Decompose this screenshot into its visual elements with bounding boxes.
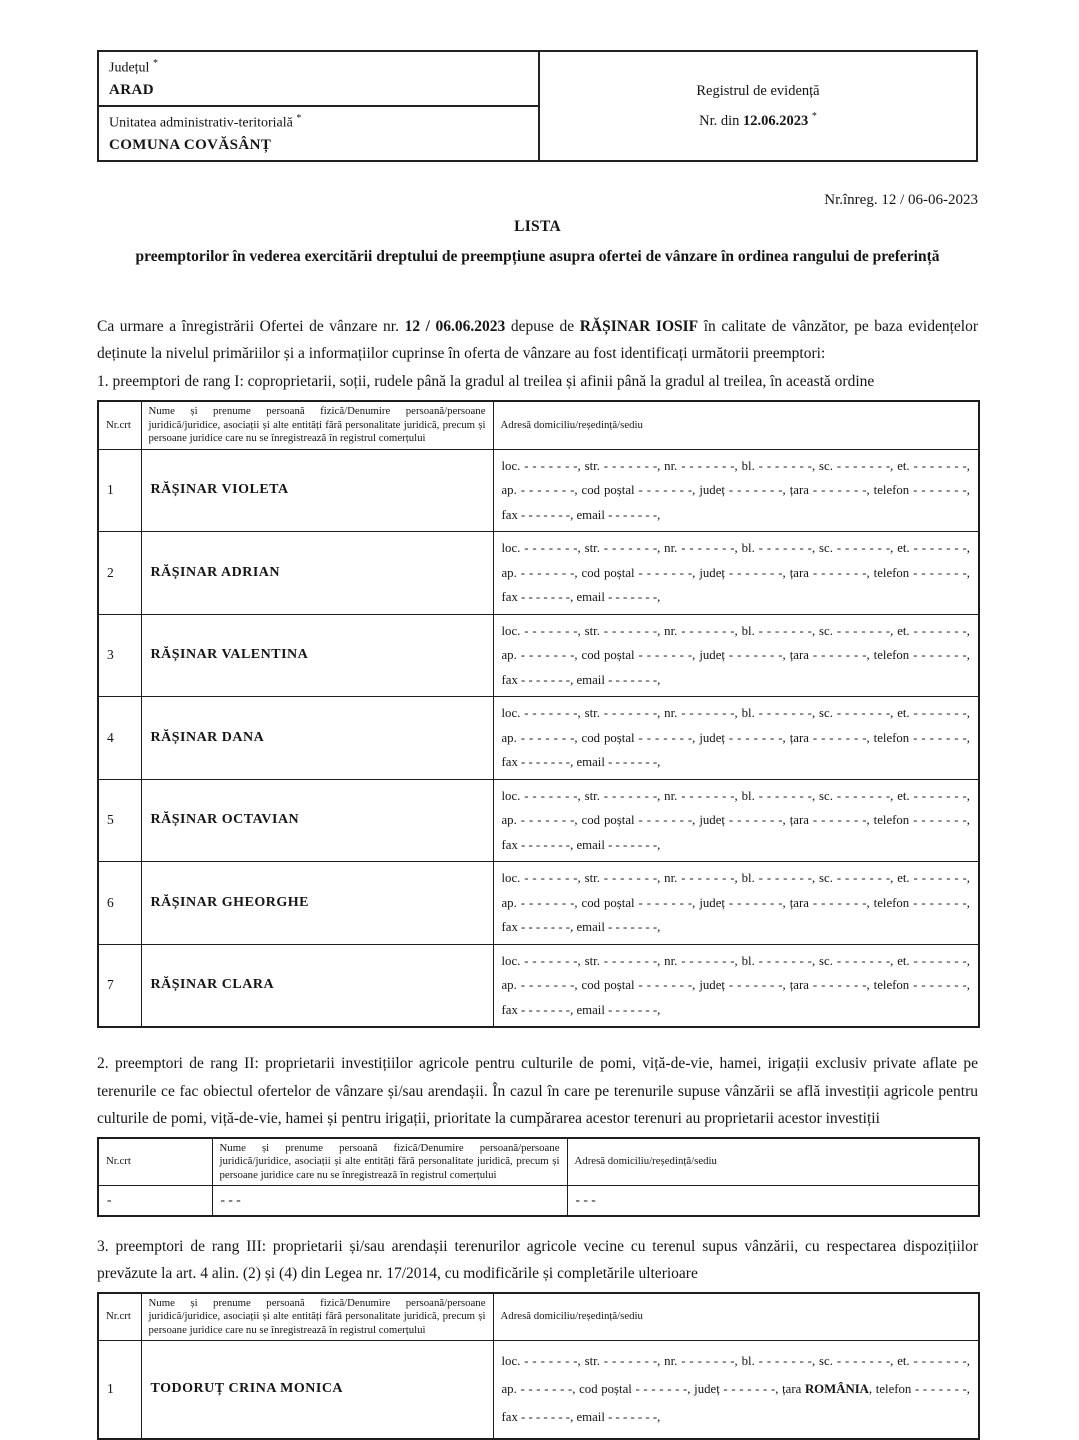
uat-box — [97, 105, 540, 162]
table-row — [98, 449, 979, 532]
rank2-intro: 2. preemptori de rang II: proprietarii investițiilor agricole pentru culturile de pomi, viță-de-vie, hamei, irigații exclusiv private aflate pe terenurile ce fac obiectul ofertelor de vânzare și/sau arendașii. În cazul în care pe terenurile supuse vânzării se află investiții agricole pentru culturile de pomi, viță-de-vie, hamei și pentru irigații, prioritate la cumpărarea acestor terenuri au proprietarii acestor investiții — [97, 1055, 978, 1127]
rank1-intro: 1. preemptori de rang I: coproprietarii, soții, rudele până la gradul al treilea și afinii până la gradul al treilea, în această ordine — [97, 372, 875, 390]
header-address: Adresă domiciliu/reședință/sediu — [493, 1293, 979, 1341]
row-number-cell: 5 — [98, 779, 141, 862]
address-cell: loc. - - - - - - -, str. - - - - - - -, nr. - - - - - - -, bl. - - - - - - -, sc. - - - - - - -, et. - - - - - - -, ap. - - - - - - -, cod poștal - - - - - - -, județ - - - - - - -, țara - - - - - - -, telefon - - - - - - -, fax - - - - - - -, email - - - - - - -, — [493, 449, 979, 532]
rank1-table — [97, 400, 980, 1028]
asterisk-mark: * — [152, 58, 158, 69]
uat-label: Unitatea administrativ-teritorială * — [109, 113, 302, 131]
uat-value: COMUNA COVĂSÂNȚ — [109, 136, 272, 153]
header — [97, 0, 978, 162]
rank3-table — [97, 1292, 980, 1440]
table-header-row — [98, 401, 979, 449]
rank3-intro: 3. preemptori de rang III: proprietarii și/sau arendașii terenurilor agricole vecine cu terenul supus vânzării, cu respectarea dispozițiilor prevăzute la art. 4 alin. (2) și (4) din Legea nr. 17/2014, cu modificările și completările ulterioare — [97, 1237, 978, 1282]
table-row — [98, 779, 979, 862]
table-row — [98, 1341, 979, 1439]
intro-paragraph: Ca urmare a înregistrării Ofertei de vânzare nr. 12 / 06.06.2023 depuse de RĂȘINAR IOSIF în calitate de vânzător, pe baza evidențelor deținute la nivelul primăriilor și a informațiilor cuprinse în oferta de vânzare au fost identificați următorii preemptori: — [97, 317, 978, 362]
header-left-column — [97, 50, 540, 162]
address-cell: loc. - - - - - - -, str. - - - - - - -, nr. - - - - - - -, bl. - - - - - - -, sc. - - - - - - -, et. - - - - - - -, ap. - - - - - - -, cod poștal - - - - - - -, județ - - - - - - -, țara - - - - - - -, telefon - - - - - - -, fax - - - - - - -, email - - - - - - -, — [493, 532, 979, 615]
row-number-cell: 7 — [98, 944, 141, 1027]
country-value: ROMÂNIA — [804, 1382, 869, 1397]
header-nr-crt: Nr.crt — [98, 401, 141, 449]
header-nr-crt: Nr.crt — [98, 1293, 141, 1341]
seller-name: RĂȘINAR IOSIF — [579, 317, 699, 335]
table-header-row — [98, 1138, 979, 1186]
header-address: Adresă domiciliu/reședință/sediu — [567, 1138, 979, 1186]
rank2-table — [97, 1137, 980, 1217]
registration-number: Nr.înreg. 12 / 06-06-2023 — [824, 192, 978, 208]
county-box — [97, 50, 540, 107]
offer-number: 12 / 06.06.2023 — [404, 317, 506, 335]
address-cell: loc. - - - - - - -, str. - - - - - - -, nr. - - - - - - -, bl. - - - - - - -, sc. - - - - - - -, et. - - - - - - -, ap. - - - - - - -, cod poștal - - - - - - -, județ - - - - - - -, țara - - - - - - -, telefon - - - - - - -, fax - - - - - - -, email - - - - - - -, — [493, 944, 979, 1027]
table-row — [98, 614, 979, 697]
row-number-cell: 1 — [98, 449, 141, 532]
name-cell: RĂȘINAR VALENTINA — [141, 614, 493, 697]
page-subtitle: preemptorilor în vederea exercitării dreptului de preempțiune asupra ofertei de vânzare în ordinea rangului de preferință — [135, 248, 940, 265]
table-row — [98, 862, 979, 945]
document-page — [97, 0, 978, 1440]
row-number-cell: 6 — [98, 862, 141, 945]
registry-box — [538, 50, 978, 162]
row-number-cell: 2 — [98, 532, 141, 615]
address-cell: - - - — [567, 1186, 979, 1216]
row-number-cell: - — [98, 1186, 212, 1216]
name-cell: RĂȘINAR DANA — [141, 697, 493, 780]
name-cell: RĂȘINAR VIOLETA — [141, 449, 493, 532]
county-value: ARAD — [109, 81, 154, 98]
registry-title: Registrul de evidență — [696, 83, 820, 100]
header-address: Adresă domiciliu/reședință/sediu — [493, 401, 979, 449]
address-cell: loc. - - - - - - -, str. - - - - - - -, nr. - - - - - - -, bl. - - - - - - -, sc. - - - - - - -, et. - - - - - - -, ap. - - - - - - -, cod poștal - - - - - - -, județ - - - - - - -, țara - - - - - - -, telefon - - - - - - -, fax - - - - - - -, email - - - - - - -, — [493, 697, 979, 780]
name-cell: RĂȘINAR CLARA — [141, 944, 493, 1027]
row-number-cell: 1 — [98, 1341, 141, 1439]
name-cell: RĂȘINAR GHEORGHE — [141, 862, 493, 945]
row-number-cell: 4 — [98, 697, 141, 780]
address-cell: loc. - - - - - - -, str. - - - - - - -, nr. - - - - - - -, bl. - - - - - - -, sc. - - - - - - -, et. - - - - - - -, ap. - - - - - - -, cod poștal - - - - - - -, județ - - - - - - -, țara - - - - - - -, telefon - - - - - - -, fax - - - - - - -, email - - - - - - -, — [493, 862, 979, 945]
address-cell: loc. - - - - - - -, str. - - - - - - -, nr. - - - - - - -, bl. - - - - - - -, sc. - - - - - - -, et. - - - - - - -, ap. - - - - - - -, cod poștal - - - - - - -, județ - - - - - - -, țara - - - - - - -, telefon - - - - - - -, fax - - - - - - -, email - - - - - - -, — [493, 779, 979, 862]
header-name: Nume și prenume persoană fizică/Denumire persoană/persoane juridică/juridice, asociații și alte entități fără personalitate juridică, precum și persoane juridice care nu se înregistrează în registrul comerțului — [141, 1293, 493, 1341]
name-cell: RĂȘINAR ADRIAN — [141, 532, 493, 615]
address-cell: loc. - - - - - - -, str. - - - - - - -, nr. - - - - - - -, bl. - - - - - - -, sc. - - - - - - -, et. - - - - - - -, ap. - - - - - - -, cod poștal - - - - - - -, județ - - - - - - -, țara ROMÂNIA, telefon - - - - - - -, fax - - - - - - -, email - - - - - - -, — [493, 1341, 979, 1439]
table-row — [98, 1186, 979, 1216]
table-row — [98, 532, 979, 615]
table-row — [98, 944, 979, 1027]
header-name: Nume și prenume persoană fizică/Denumire persoană/persoane juridică/juridice, asociații și alte entități fără personalitate juridică, precum și persoane juridice care nu se înregistrează în registrul comerțului — [212, 1138, 567, 1186]
asterisk-mark: * — [811, 111, 817, 123]
registry-number-line: Nr. din 12.06.2023 * — [699, 111, 817, 129]
name-cell: TODORUȚ CRINA MONICA — [141, 1341, 493, 1439]
name-cell: RĂȘINAR OCTAVIAN — [141, 779, 493, 862]
address-line-country: ap. - - - - - - -, cod poștal - - - - - - -, județ - - - - - - -, țara ROMÂNIA, telefon - - - - - - -, — [501, 1382, 970, 1397]
name-cell: - - - — [212, 1186, 567, 1216]
table-header-row — [98, 1293, 979, 1341]
address-cell: loc. - - - - - - -, str. - - - - - - -, nr. - - - - - - -, bl. - - - - - - -, sc. - - - - - - -, et. - - - - - - -, ap. - - - - - - -, cod poștal - - - - - - -, județ - - - - - - -, țara - - - - - - -, telefon - - - - - - -, fax - - - - - - -, email - - - - - - -, — [493, 614, 979, 697]
asterisk-mark: * — [296, 113, 302, 124]
table-row — [98, 697, 979, 780]
registry-date: 12.06.2023 — [743, 112, 809, 129]
county-label: Județul * — [109, 58, 158, 76]
page-title: LISTA — [514, 218, 561, 235]
row-number-cell: 3 — [98, 614, 141, 697]
header-name: Nume și prenume persoană fizică/Denumire persoană/persoane juridică/juridice, asociații și alte entități fără personalitate juridică, precum și persoane juridice care nu se înregistrează în registrul comerțului — [141, 401, 493, 449]
header-nr-crt: Nr.crt — [98, 1138, 212, 1186]
